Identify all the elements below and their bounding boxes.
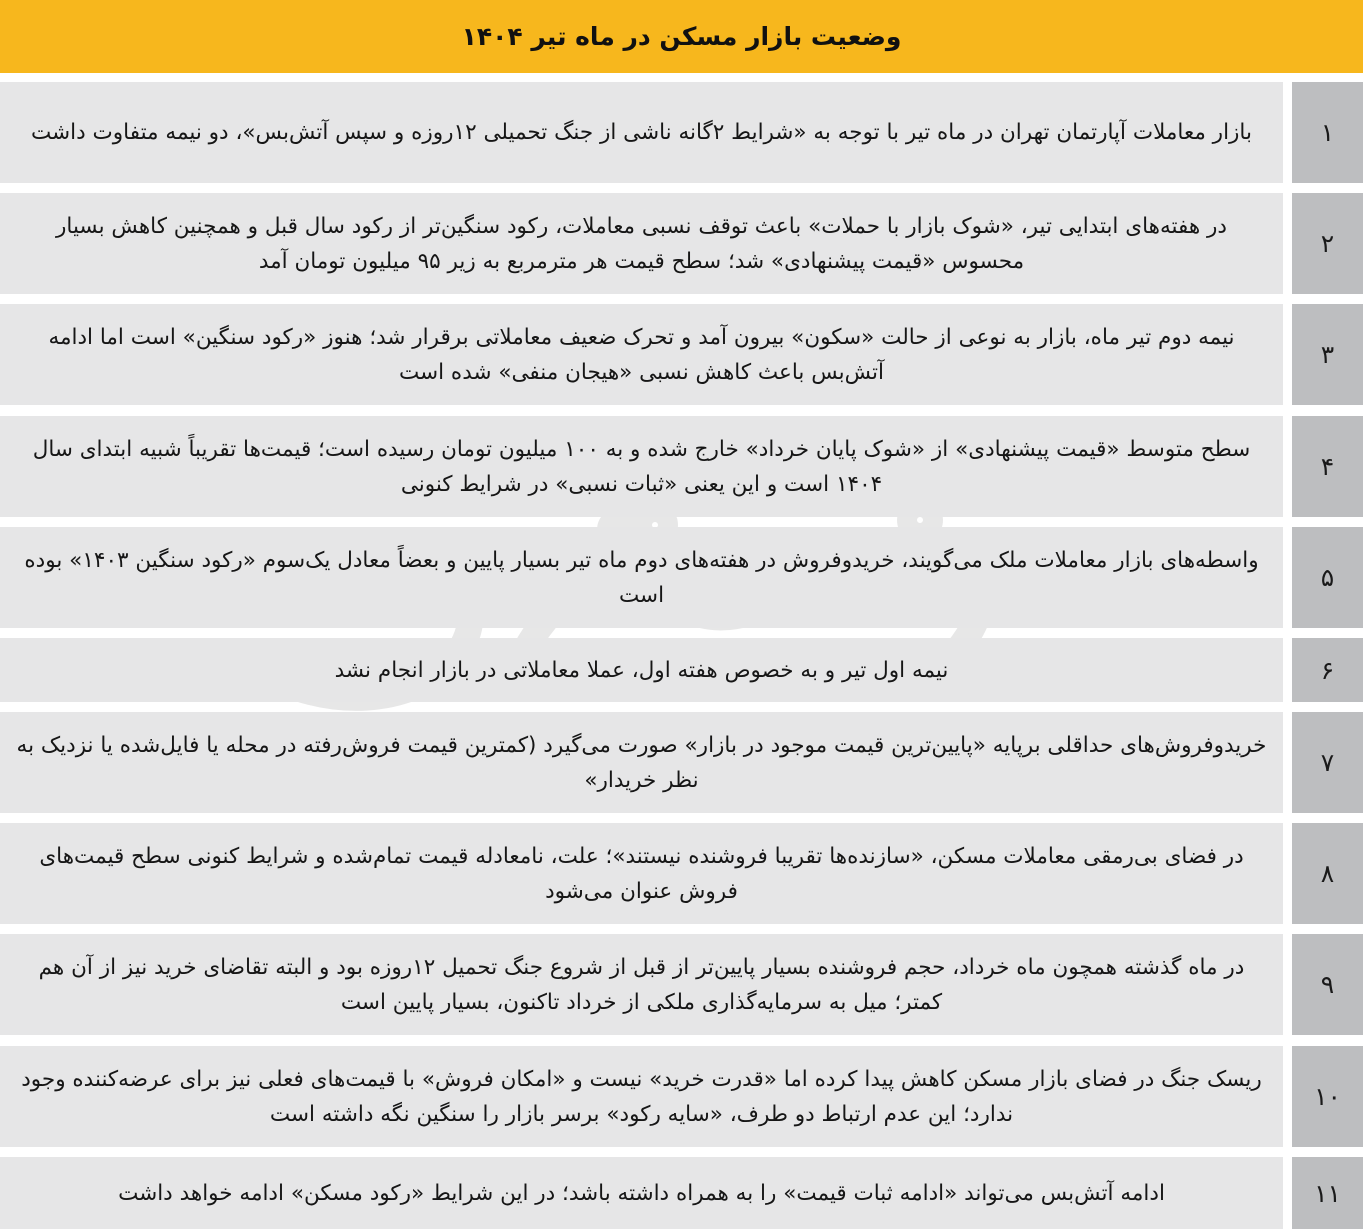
row-number: ۶ — [1320, 655, 1335, 685]
row-number: ۱۱ — [1314, 1178, 1341, 1208]
row-number-cell — [1292, 304, 1363, 405]
table-title: وضعیت بازار مسکن در ماه تیر ۱۴۰۴ — [461, 22, 902, 51]
row-text: بازار معاملات آپارتمان تهران در ماه تیر با توجه به «شرایط ۲گانه ناشی از جنگ تحمیلی ۱۲روزه و سپس آتش‌بس»، دو نیمه متفاوت داشت — [31, 120, 1252, 145]
table-row — [0, 527, 1363, 628]
row-text: در هفته‌های ابتدایی تیر، «شوک بازار با حملات» باعث توقف نسبی معاملات، رکود سنگین‌تر از رکود سال قبل و همچنین کاهش بسیار محسوس «قیمت پیشنهادی» شد؛ سطح قیمت هر مترمربع به زیر ۹۵ میلیون تومان آمد — [56, 213, 1227, 274]
row-number: ۷ — [1320, 748, 1335, 777]
table-row — [0, 1157, 1363, 1229]
row-text: واسطه‌های بازار معاملات ملک می‌گویند، خریدوفروش در هفته‌های دوم ماه تیر بسیار پایین و بعضاً معادل یک‌سوم «رکود سنگین ۱۴۰۳» بوده است — [24, 547, 1259, 608]
row-text-cell — [0, 304, 1283, 405]
row-text-cell — [0, 1157, 1283, 1229]
row-number-cell — [1292, 1157, 1363, 1229]
row-number-cell — [1292, 416, 1363, 517]
row-text-cell — [0, 416, 1283, 517]
row-text: سطح متوسط «قیمت پیشنهادی» از «شوک پایان خرداد» خارج شده و به ۱۰۰ میلیون تومان رسیده است؛ قیمت‌ها تقریباً شبیه ابتدای سال ۱۴۰۴ است و این یعنی «ثبات نسبی» در شرایط کنونی — [32, 436, 1251, 497]
row-number: ۳ — [1320, 340, 1335, 369]
row-number-cell — [1292, 934, 1363, 1035]
row-text-cell — [0, 527, 1283, 628]
row-text: نیمه دوم تیر ماه، بازار به نوعی از حالت «سکون» بیرون آمد و تحرک ضعیف معاملاتی برقرار شد؛ هنوز «رکود سنگین» است اما ادامه آتش‌بس باعث کاهش نسبی «هیجان منفی» شده است — [48, 324, 1235, 385]
row-number-cell — [1292, 823, 1363, 924]
row-number-cell — [1292, 193, 1363, 294]
row-text-cell — [0, 193, 1283, 294]
row-text: ادامه آتش‌بس می‌تواند «ادامه ثبات قیمت» را به همراه داشته باشد؛ در این شرایط «رکود مسکن» ادامه خواهد داشت — [118, 1180, 1165, 1206]
row-text-cell — [0, 82, 1283, 183]
row-text: خریدوفروش‌های حداقلی برپایه «پایین‌ترین قیمت موجود در بازار» صورت می‌گیرد (کمترین قیمت فروش‌رفته در محله یا فایل‌شده یا نزدیک به نظر خریدار» — [16, 732, 1267, 793]
row-number-cell — [1292, 1046, 1363, 1147]
table-row — [0, 193, 1363, 294]
row-number-cell — [1292, 638, 1363, 702]
row-number: ۸ — [1320, 859, 1335, 888]
row-text: ریسک جنگ در فضای بازار مسکن کاهش پیدا کرده اما «قدرت خرید» نیست و «امکان فروش» با قیمت‌های فعلی نیز برای عرضه‌کننده وجود ندارد؛ این عدم ارتباط دو طرف، «سایه رکود» برسر بازار را سنگین نگه داشته است — [21, 1066, 1262, 1127]
row-text: در ماه گذشته همچون ماه خرداد، حجم فروشنده بسیار پایین‌تر از قبل از شروع جنگ تحمیل ۱۲روزه بود و البته تقاضای خرید نیز از آن هم کمتر؛ میل به سرمایه‌گذاری ملکی از خرداد تاکنون، بسیار پایین است — [38, 954, 1245, 1015]
row-number-cell — [1292, 82, 1363, 183]
row-text: در فضای بی‌رمقی معاملات مسکن، «سازنده‌ها تقریبا فروشنده نیستند»؛ علت، نامعادله قیمت تمام‌شده و شرایط کنونی سطح قیمت‌های فروش عنوان می‌شود — [39, 843, 1244, 904]
row-text: نیمه اول تیر و به خصوص هفته اول، عملا معاملاتی در بازار انجام نشد — [334, 657, 949, 683]
row-text-cell — [0, 934, 1283, 1035]
row-text-cell — [0, 638, 1283, 702]
table-row — [0, 416, 1363, 517]
row-number-cell — [1292, 527, 1363, 628]
row-number-cell — [1292, 712, 1363, 813]
table-row — [0, 638, 1363, 702]
table-row — [0, 823, 1363, 924]
row-number: ۹ — [1320, 970, 1335, 999]
table-row — [0, 1046, 1363, 1147]
table-row — [0, 304, 1363, 405]
table-row — [0, 934, 1363, 1035]
table-title-bar — [0, 0, 1363, 73]
row-number: ۲ — [1320, 229, 1335, 258]
row-text-cell — [0, 1046, 1283, 1147]
table-row — [0, 712, 1363, 813]
table-row — [0, 82, 1363, 183]
row-number: ۵ — [1320, 563, 1335, 592]
row-number: ۴ — [1320, 452, 1335, 481]
row-number: ۱ — [1320, 118, 1335, 147]
row-number: ۱۰ — [1314, 1082, 1341, 1111]
row-text-cell — [0, 712, 1283, 813]
row-text-cell — [0, 823, 1283, 924]
